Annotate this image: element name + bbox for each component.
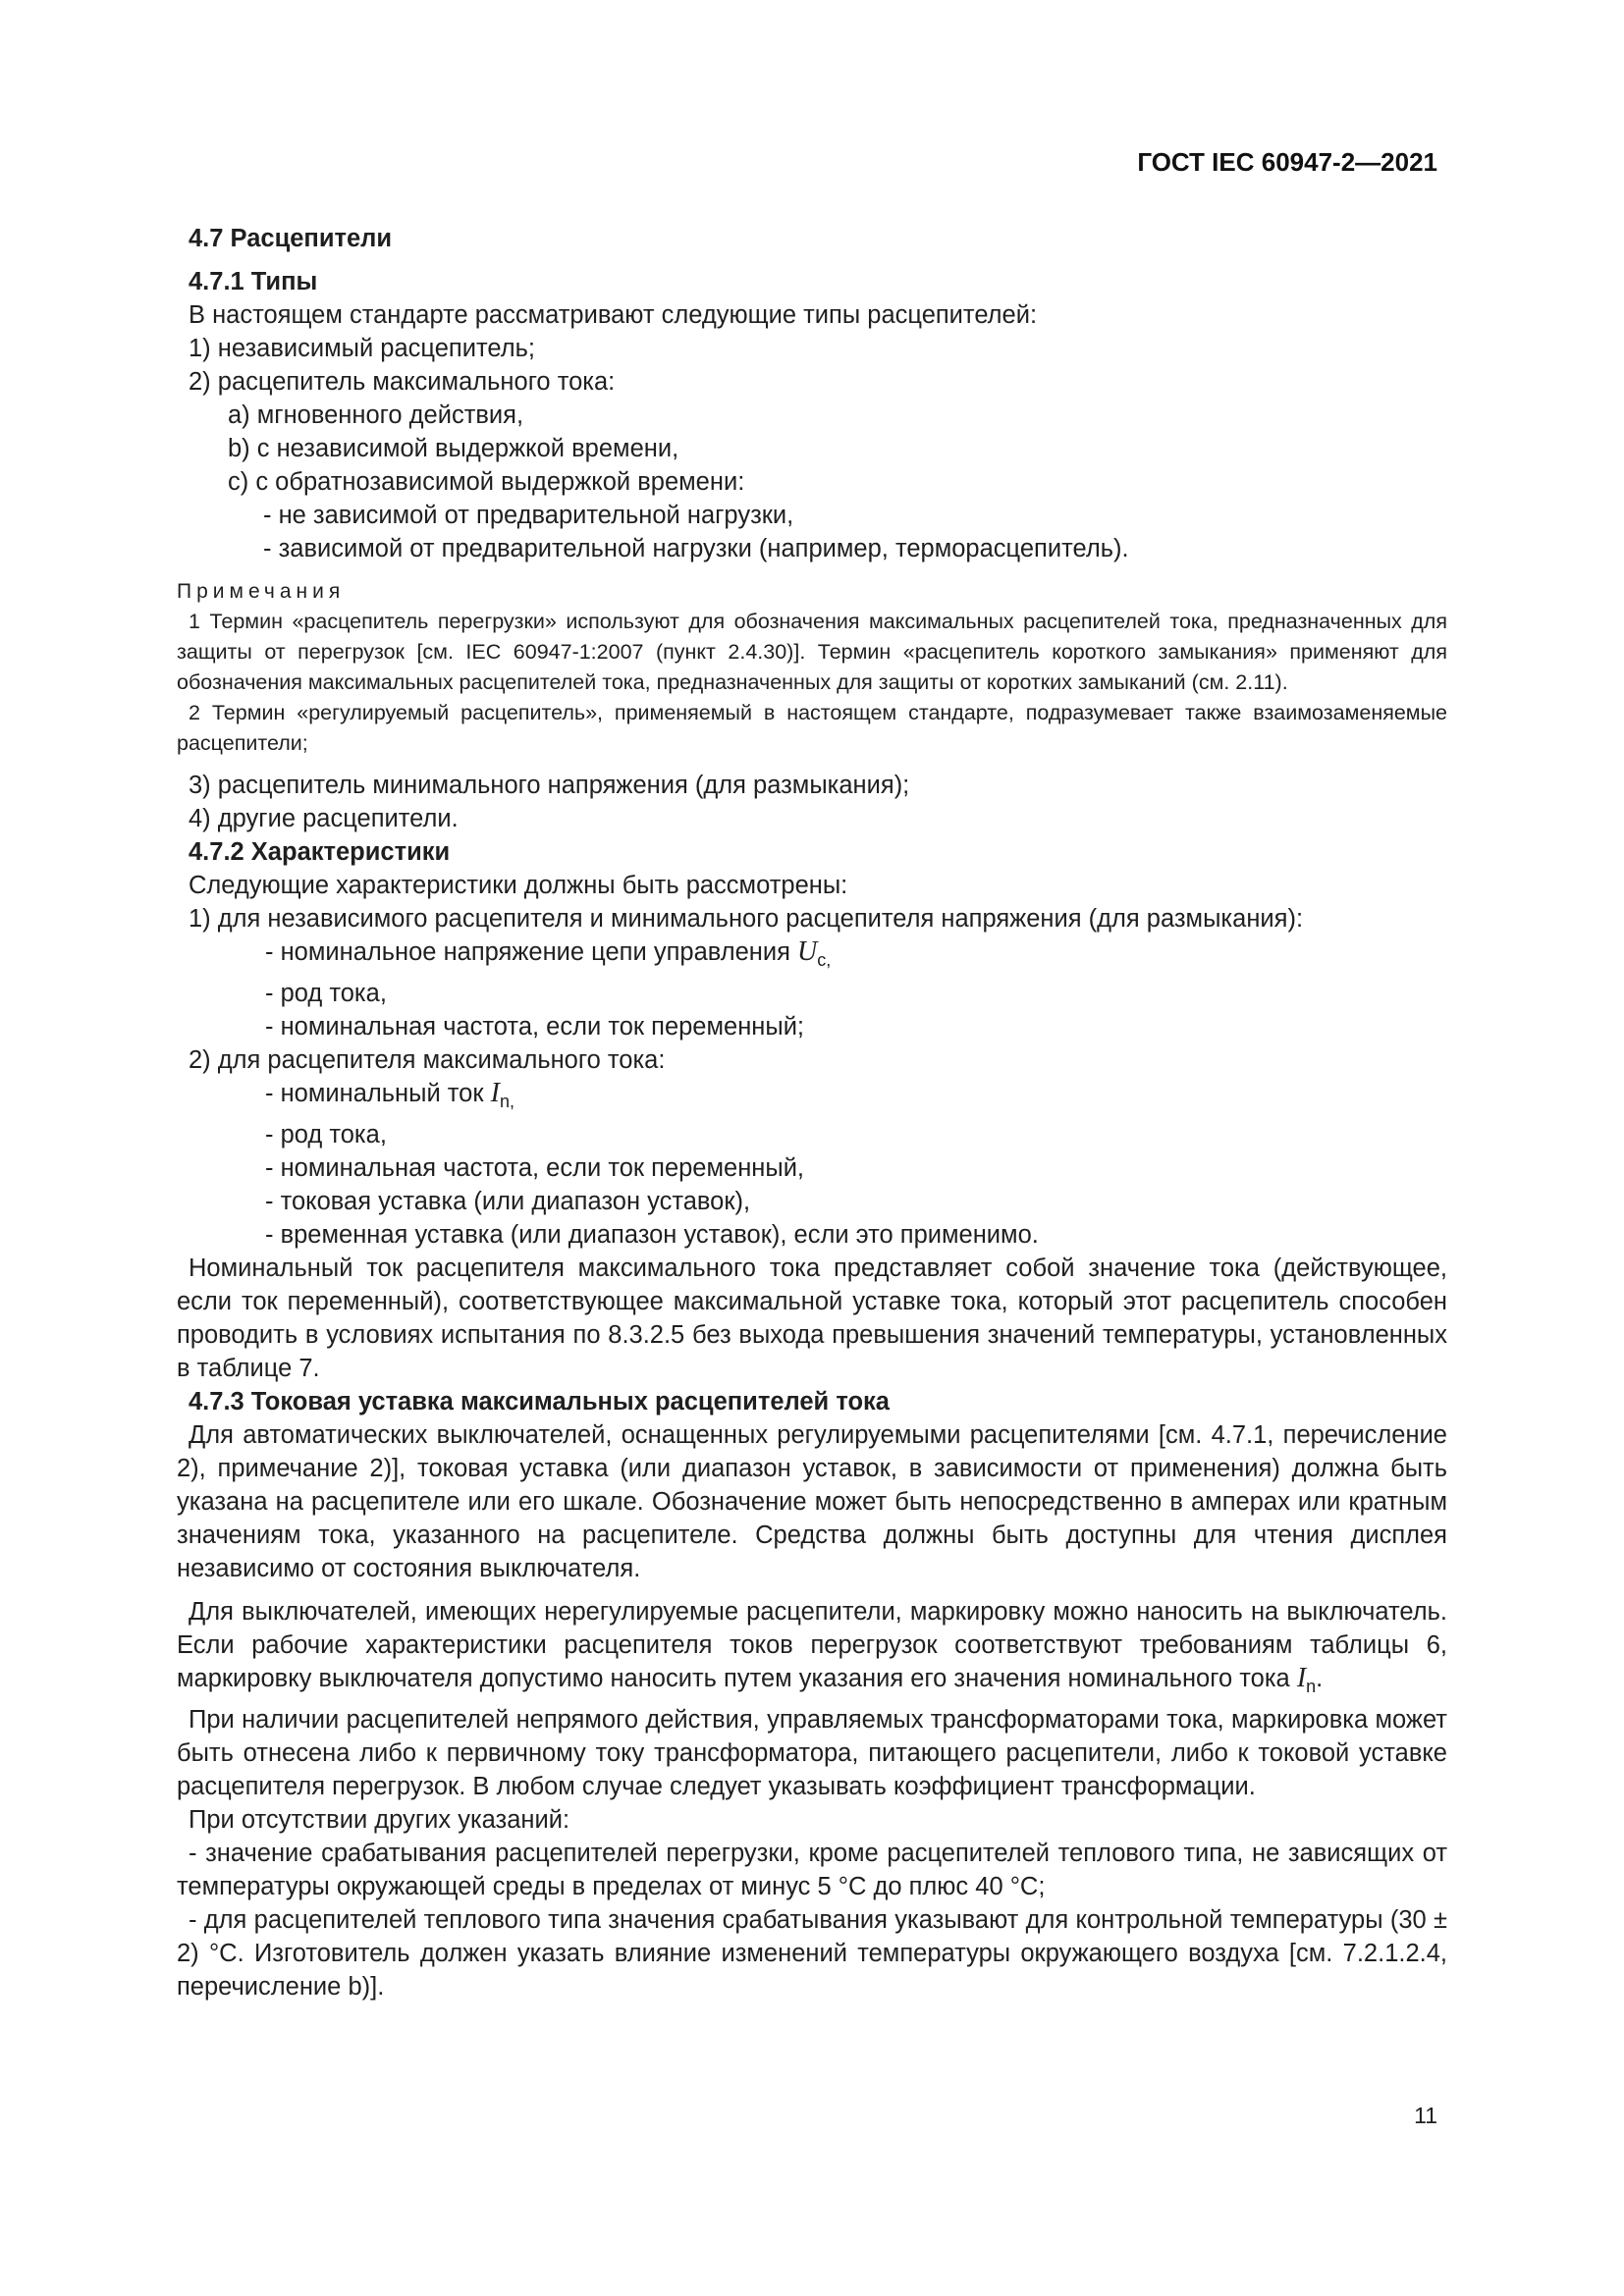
list-item: b) с независимой выдержкой времени, bbox=[228, 435, 679, 462]
list-item: c) с обратнозависимой выдержкой времени: bbox=[228, 468, 745, 496]
list-item: - не зависимой от предварительной нагрузки, bbox=[263, 502, 794, 529]
list-item: - род тока, bbox=[265, 1121, 387, 1148]
symbol-current: I bbox=[1296, 1663, 1307, 1693]
paragraph: Для выключателей, имеющих нерегулируемые расцепители, маркировку можно наносить на выключатель. Если рабочие характеристики расцепителя токов перегрузок соответствуют требованиям таблицы 6, маркировку выключателя допустимо наносить путем указания его значения номинального тока $I_n$. bbox=[177, 1598, 1447, 1696]
note: 2 Термин «регулируемый расцепитель», применяемый в настоящем стандарте, подразумевает также взаимозаменяемые расцепители; bbox=[177, 701, 1447, 755]
paragraph: При отсутствии других указаний: bbox=[189, 1806, 570, 1834]
section-heading: 4.7 Расцепители bbox=[189, 225, 393, 252]
notes-title: Примечания bbox=[177, 580, 346, 603]
list-item: 3) расцепитель минимального напряжения (для размыкания); bbox=[189, 772, 910, 799]
paragraph: - для расцепителей теплового типа значения срабатывания указывают для контрольной температуры (30 ± 2) °C. Изготовитель должен указать влияние изменений температуры окружающего воздуха [см. 7.2.1.2.4, перечисление b)]. bbox=[177, 1906, 1447, 2001]
list-item: 2) для расцепителя максимального тока: bbox=[189, 1046, 666, 1074]
paragraph: Следующие характеристики должны быть рассмотрены: bbox=[189, 872, 848, 899]
list-item: - временная уставка (или диапазон уставок), если это применимо. bbox=[265, 1221, 1039, 1249]
page-number: 11 bbox=[1414, 2103, 1437, 2128]
symbol-voltage: U bbox=[797, 936, 818, 967]
paragraph: - значение срабатывания расцепителей перегрузки, кроме расцепителей теплового типа, не зависящих от температуры окружающей среды в пределах от минус 5 °C до плюс 40 °C; bbox=[177, 1840, 1447, 1900]
paragraph: Для автоматических выключателей, оснащенных регулируемыми расцепителями [см. 4.7.1, перечисление 2), примечание 2)], токовая уставка (или диапазон уставок, в зависимости от применения) должна быть указана на расцепителе или его шкале. Обозначение может быть непосредственно в амперах или кратным значениям тока, указанного на расцепителе. Средства должны быть доступны для чтения дисплея независимо от состояния выключателя. bbox=[177, 1421, 1447, 1582]
list-item: - род тока, bbox=[265, 980, 387, 1007]
symbol-current: I bbox=[490, 1078, 500, 1108]
symbol-subscript: n, bbox=[499, 1092, 514, 1111]
list-item: - номинальное напряжение цепи управления $U_{c,}$ bbox=[265, 936, 832, 970]
symbol-subscript: n bbox=[1306, 1677, 1317, 1696]
symbol-subscript: c, bbox=[817, 950, 832, 970]
list-item: a) мгновенного действия, bbox=[228, 401, 524, 429]
standard-header: ГОСТ IEC 60947-2—2021 bbox=[1137, 147, 1437, 177]
document-body bbox=[177, 222, 1447, 2003]
paragraph: Номинальный ток расцепителя максимального тока представляет собой значение тока (действующее, если ток переменный), соответствующее максимальной уставке тока, который этот расцепитель способен проводить в условиях испытания по 8.3.2.5 без выхода превышения значений температуры, установленных в таблице 7. bbox=[177, 1255, 1447, 1382]
list-item: - номинальный ток $I_{n,}$ bbox=[265, 1078, 514, 1111]
list-item: 4) другие расцепители. bbox=[189, 805, 459, 832]
list-item: 1) для независимого расцепителя и минимального расцепителя напряжения (для размыкания): bbox=[189, 905, 1304, 933]
subsection-heading: 4.7.1 Типы bbox=[189, 268, 318, 295]
list-item: - зависимой от предварительной нагрузки (например, терморасцепитель). bbox=[263, 535, 1129, 562]
list-item: - номинальная частота, если ток переменный, bbox=[265, 1154, 805, 1182]
paragraph: В настоящем стандарте рассматривают следующие типы расцепителей: bbox=[189, 301, 1038, 329]
subsection-heading: 4.7.3 Токовая уставка максимальных расцепителей тока bbox=[189, 1388, 890, 1415]
paragraph: При наличии расцепителей непрямого действия, управляемых трансформаторами тока, маркировка может быть отнесена либо к первичному току трансформатора, питающего расцепители, либо к токовой уставке расцепителя перегрузок. В любом случае следует указывать коэффициент трансформации. bbox=[177, 1706, 1447, 1800]
list-item: 2) расцепитель максимального тока: bbox=[189, 368, 616, 396]
list-item: - номинальная частота, если ток переменный; bbox=[265, 1013, 805, 1041]
subsection-heading: 4.7.2 Характеристики bbox=[189, 838, 451, 866]
note: 1 Термин «расцепитель перегрузки» используют для обозначения максимальных расцепителей тока, предназначенных для защиты от перегрузок [см. IEC 60947-1:2007 (пункт 2.4.30)]. Термин «расцепитель короткого замыкания» применяют для обозначения максимальных расцепителей тока, предназначенных для защиты от коротких замыканий (см. 2.11). bbox=[177, 610, 1447, 694]
list-item: - токовая уставка (или диапазон уставок), bbox=[265, 1188, 751, 1215]
list-item: 1) независимый расцепитель; bbox=[189, 335, 535, 362]
